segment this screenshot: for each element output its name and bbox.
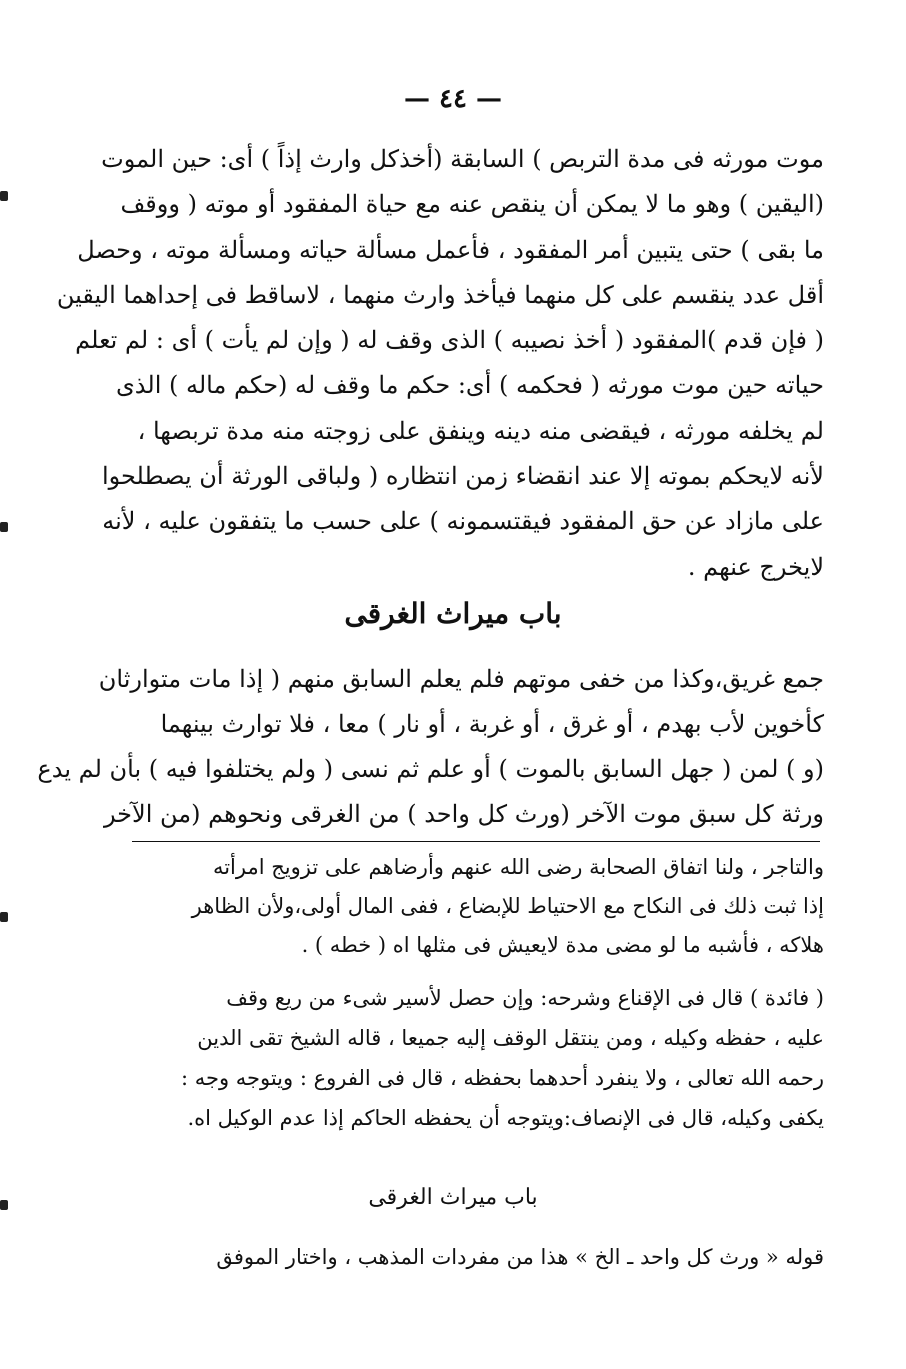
footnote-line: رحمه الله تعالى ، ولا ينفرد أحدهما بحفظه ، قال فى الفروع : ويتوجه وجه :: [180, 1066, 824, 1090]
footnote-divider: [132, 841, 820, 842]
text-line: ( فإن قدم )المفقود ( أخذ نصيبه ) الذى وقف له ( وإن لم يأت ) أى : لم تعلم: [75, 326, 824, 355]
footnote-line: ( فائدة ) قال فى الإقناع وشرحه: وإن حصل لأسير شىء من ريع وقف: [226, 986, 824, 1010]
text-line: كأخوين لأب بهدم ، أو غرق ، أو غربة ، أو نار ) معا ، فلا توارث بينهما: [160, 710, 824, 738]
text-line: لأنه لايحكم بموته إلا عند انقضاء زمن انتظاره ( ولباقى الورثة أن يصطلحوا: [101, 462, 824, 491]
footnote-line: عليه ، حفظه وكيله ، ومن ينتقل الوقف إليه جميعا ، قاله الشيخ تقى الدين: [197, 1026, 824, 1050]
text-line: لم يخلفه مورثه ، فيقضى منه دينه وينفق على زوجته منه مدة تربصها ،: [137, 416, 824, 445]
text-line: على مازاد عن حق المفقود فيقتسمونه ) على حسب ما يتفقون عليه ، لأنه: [102, 507, 824, 536]
footnote-paragraph-1: [134, 848, 824, 965]
text-line: ما بقى ) حتى يتبين أمر المفقود ، فأعمل مسألة حياته ومسألة موته ، وحصل: [77, 235, 824, 264]
footnote-line: هلاكه ، فأشبه ما لو مضى مدة لايعيش فى مثلها اه ( خطه ) .: [301, 933, 824, 957]
text-line: (و ) لمن ( جهل السابق بالموت ) أو علم ثم نسى ( ولم يختلفوا فيه ) بأن لم يدع: [37, 755, 824, 783]
text-line: جمع غريق،وكذا من خفى موتهم فلم يعلم السابق منهم ( إذا مات متوارثان: [98, 665, 824, 693]
footnote-paragraph-2: [134, 978, 824, 1138]
footnote-paragraph-3: [134, 1237, 824, 1277]
footnote-heading: باب ميراث الغرقى: [368, 1185, 538, 1210]
margin-mark: [0, 191, 8, 201]
text-line: ورثة كل سبق موت الآخر (ورث كل واحد ) من الغرقى ونحوهم (من الآخر: [103, 800, 824, 828]
margin-mark: [0, 912, 8, 922]
footnote-line: يكفى وكيله، قال فى الإنصاف:ويتوجه أن يحفظه الحاكم إذا عدم الوكيل اه.: [187, 1106, 824, 1130]
text-line: لايخرج عنهم .: [687, 552, 824, 581]
section-heading: باب ميراث الغرقى: [344, 597, 562, 630]
page-number: — ٤٤ —: [403, 84, 503, 114]
text-line: حياته حين موت مورثه ( فحكمه ) أى: حكم ما وقف له (حكم ماله ) الذى: [116, 371, 824, 400]
text-line: موت مورثه فى مدة التربص ) السابقة (أخذكل وارث إذاً ) أى: حين الموت: [101, 145, 824, 173]
text-line: (اليقين ) وهو ما لا يمكن أن ينقص عنه مع حياة المفقود أو موته ( ووقف: [120, 190, 824, 219]
footnote-line: والتاجر ، ولنا اتفاق الصحابة رضى الله عنهم وأرضاهم على تزويج امرأته: [212, 855, 824, 879]
section-paragraph: [37, 657, 824, 837]
footnote-line: إذا ثبت ذلك فى النكاح مع الاحتياط للإبضاع ، ففى المال أولى،ولأن الظاهر: [191, 894, 824, 918]
text-line: أقل عدد ينقسم على كل منهما فيأخذ وارث منهما ، لاساقط فى إحداهما اليقين: [56, 280, 824, 309]
footnote-line: قوله « ورث كل واحد ـ الخ » هذا من مفردات المذهب ، واختار الموفق: [216, 1245, 824, 1269]
margin-mark: [0, 522, 8, 532]
margin-mark: [0, 1200, 8, 1210]
main-paragraph: [56, 137, 824, 590]
